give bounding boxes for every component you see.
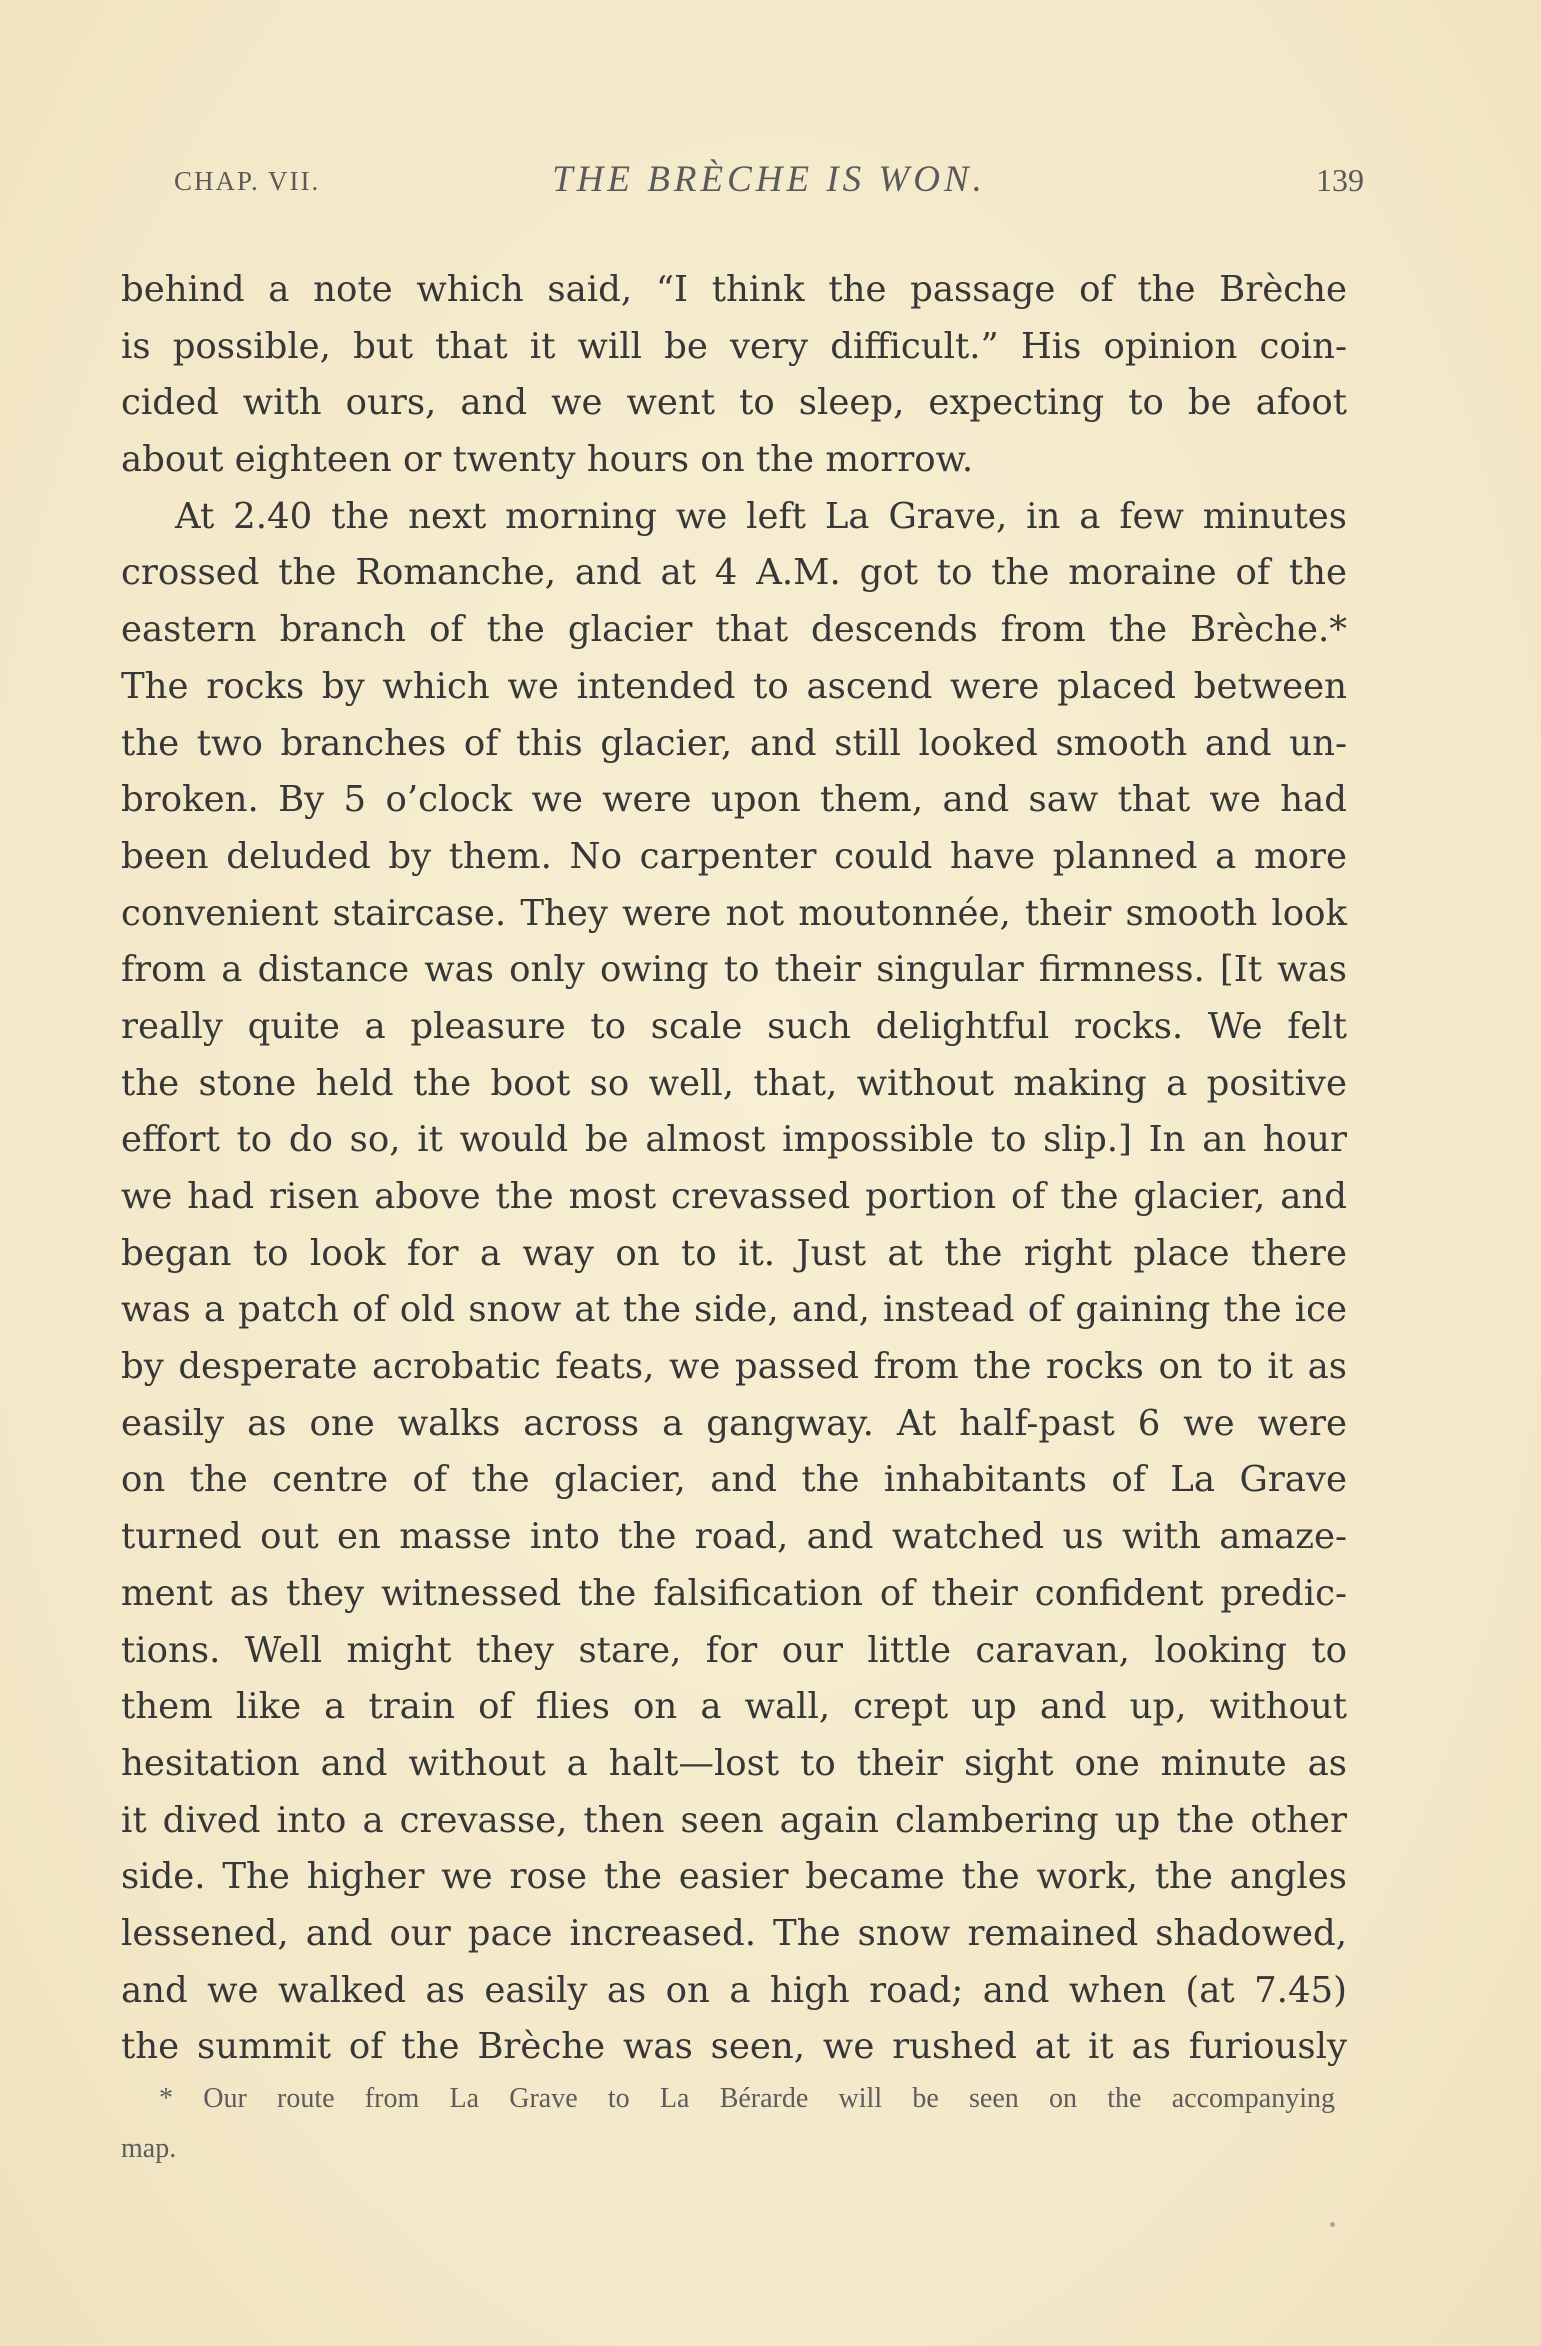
text-line: began to look for a way on to it. Just at the right place there <box>121 1232 1347 1274</box>
text-line: eastern branch of the glacier that descends from the Brèche.* <box>121 609 1347 651</box>
text-line: and we walked as easily as on a high road; and when (at 7.45) <box>121 1969 1347 2011</box>
text-line: the summit of the Brèche was seen, we rushed at it as furiously <box>121 2026 1347 2068</box>
page-number: 139 <box>1316 162 1364 198</box>
text-line: the stone held the boot so well, that, without making a positive <box>121 1062 1347 1104</box>
body-text <box>121 262 1347 2076</box>
text-line: easily as one walks across a gangway. At half-past 6 we were <box>121 1402 1347 1444</box>
text-line: hesitation and without a halt—lost to their sight one minute as <box>121 1742 1347 1784</box>
footnote <box>121 2074 1335 2174</box>
text-line: from a distance was only owing to their singular firmness. [It was <box>121 949 1347 991</box>
text-line: was a patch of old snow at the side, and, instead of gaining the ice <box>121 1289 1347 1331</box>
text-line: by desperate acrobatic feats, we passed from the rocks on to it as <box>121 1346 1347 1388</box>
text-line: been deluded by them. No carpenter could have planned a more <box>121 835 1347 877</box>
text-line: ment as they witnessed the falsification of their confident predic- <box>121 1572 1347 1614</box>
text-line: we had risen above the most crevassed portion of the glacier, and <box>121 1176 1347 1217</box>
text-line: crossed the Romanche, and at 4 A.M. got to the moraine of the <box>121 552 1347 594</box>
text-line: about eighteen or twenty hours on the morrow. <box>121 439 974 481</box>
running-title: THE BRÈCHE IS WON. <box>552 159 986 200</box>
text-line: tions. Well might they stare, for our little caravan, looking to <box>121 1629 1347 1671</box>
text-line: on the centre of the glacier, and the inhabitants of La Grave <box>121 1459 1347 1501</box>
text-line: behind a note which said, “I think the passage of the Brèche <box>121 269 1347 310</box>
running-header <box>174 158 1364 202</box>
text-line: convenient staircase. They were not moutonnée, their smooth look <box>121 892 1347 934</box>
paper-speck <box>1330 2222 1335 2227</box>
text-line: them like a train of flies on a wall, crept up and up, without <box>121 1686 1347 1728</box>
text-line: is possible, but that it will be very difficult.” His opinion coin- <box>121 325 1347 367</box>
text-line: broken. By 5 o’clock we were upon them, and saw that we had <box>121 779 1347 821</box>
text-line: cided with ours, and we went to sleep, expecting to be afoot <box>121 382 1347 424</box>
text-line: effort to do so, it would be almost impossible to slip.] In an hour <box>121 1119 1347 1161</box>
text-line: the two branches of this glacier, and still looked smooth and un- <box>121 722 1347 764</box>
text-line: The rocks by which we intended to ascend were placed between <box>121 665 1347 707</box>
chapter-label: CHAP. VII. <box>174 166 321 196</box>
text-line: turned out en masse into the road, and watched us with amaze- <box>121 1516 1347 1558</box>
text-line: lessened, and our pace increased. The snow remained shadowed, <box>121 1912 1347 1954</box>
footnote-line: map. <box>121 2133 177 2164</box>
text-line: side. The higher we rose the easier became the work, the angles <box>121 1856 1347 1898</box>
text-line: it dived into a crevasse, then seen again clambering up the other <box>121 1799 1347 1841</box>
text-line: At 2.40 the next morning we left La Grave, in a few minutes <box>175 495 1347 537</box>
footnote-line: * Our route from La Grave to La Bérarde will be seen on the accompanying <box>159 2083 1335 2114</box>
text-line: really quite a pleasure to scale such delightful rocks. We felt <box>121 1005 1347 1047</box>
